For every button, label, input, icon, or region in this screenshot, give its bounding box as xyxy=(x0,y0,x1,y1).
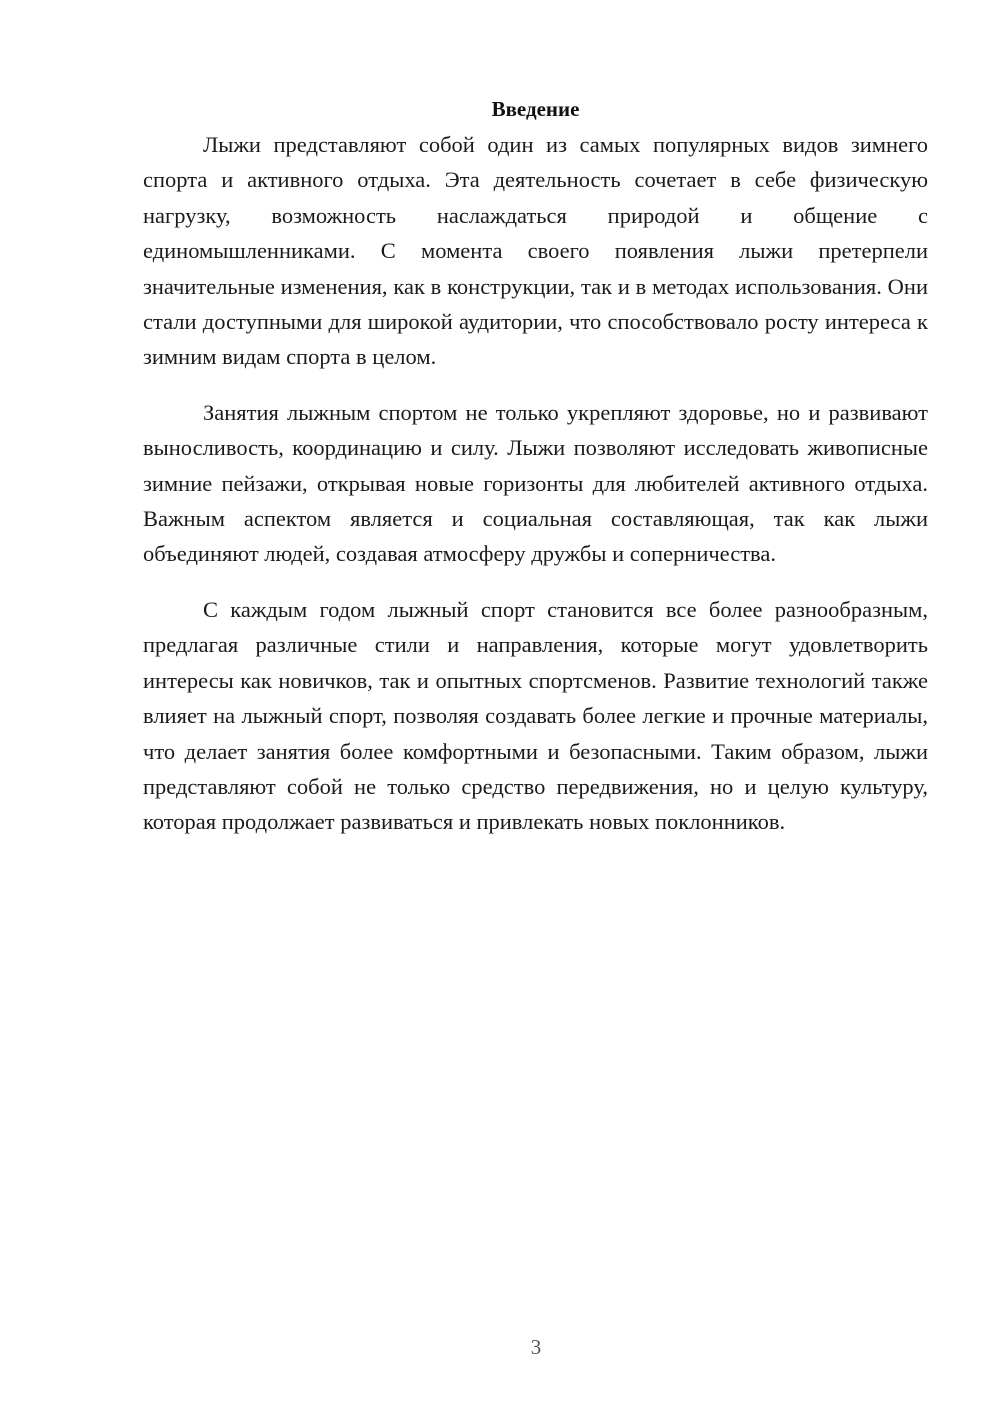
paragraph-3: С каждым годом лыжный спорт становится все более разнообразным, предлагая различные стили и направления, которые могут удовлетворить интересы как новичков, так и опытных спортсменов. Развитие технологий также влияет на лыжный спорт, позволяя создавать более легкие и прочные материалы, что делает занятия более комфортными и безопасными. Таким образом, лыжи представляют собой не только средство передвижения, но и целую культуру, которая продолжает развиваться и привлекать новых поклонников. xyxy=(143,596,928,835)
section-title: Введение xyxy=(491,97,580,121)
page-content xyxy=(143,92,928,840)
paragraph-1: Лыжи представляют собой один из самых популярных видов зимнего спорта и активного отдыха. Эта деятельность сочетает в себе физическую нагрузку, возможность наслаждаться природой и общение с единомышленниками. С момента своего появления лыжи претерпели значительные изменения, как в конструкции, так и в методах использования. Они стали доступными для широкой аудитории, что способствовало росту интереса к зимним видам спорта в целом. xyxy=(143,132,928,370)
page-number: 3 xyxy=(530,1335,542,1359)
paragraph-2: Занятия лыжным спортом не только укрепляют здоровье, но и развивают выносливость, координацию и силу. Лыжи позволяют исследовать живописные зимние пейзажи, открывая новые горизонты для любителей активного отдыха. Важным аспектом является и социальная составляющая, так как лыжи объединяют людей, создавая атмосферу дружбы и соперничества. xyxy=(143,399,928,567)
